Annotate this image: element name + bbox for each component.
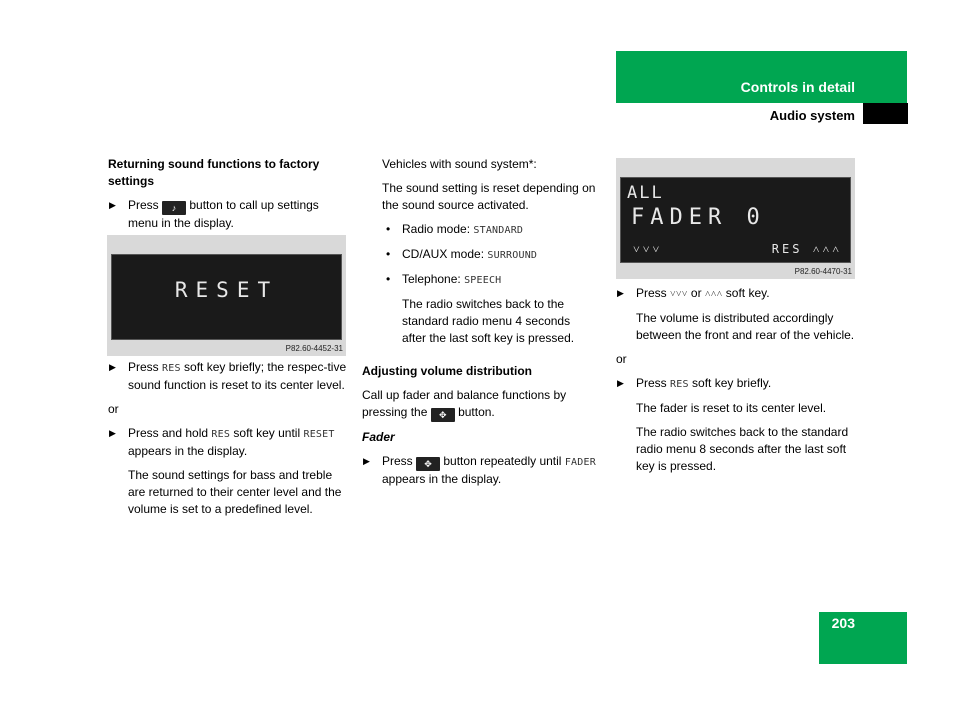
step-hold-res: ▶ Press and hold RES soft key until RESET appears in the display. — [109, 426, 335, 458]
volume-distribution-heading: Adjusting volume distribution — [362, 364, 532, 378]
or-text: or — [616, 352, 627, 366]
radio-return-note: The radio switches back to the standard radio menu 8 seconds after the last soft key is pressed. — [636, 425, 849, 473]
step-press-res: ▶ Press RES soft key briefly. — [617, 376, 772, 390]
music-note-icon: ♪ — [162, 201, 186, 215]
fader-subheading: Fader — [362, 430, 395, 444]
reset-heading: Returning sound functions to factory settings — [108, 157, 320, 188]
or-text: or — [108, 402, 119, 416]
display-screen — [111, 254, 342, 340]
fader-display-figure — [616, 158, 855, 279]
step-press-fader: ▶ Press ✥ button repeatedly until FADER appears in the display. — [363, 454, 596, 486]
triangle-right-icon: ▶ — [109, 200, 116, 210]
reset-depends-text: The sound setting is reset depending on the sound source activated. — [382, 181, 596, 212]
step-press-arrows: ▶ Press ˅˅˅ or ˄˄˄ soft key. — [617, 286, 770, 300]
bullet-telephone: • Telephone: SPEECH — [386, 272, 502, 286]
chapter-title: Controls in detail — [740, 79, 855, 95]
triangle-right-icon: ▶ — [109, 362, 116, 372]
radio-return-note: The radio switches back to the standard radio menu 4 seconds after the last soft key is pressed. — [402, 297, 575, 345]
column-1 — [108, 156, 348, 239]
triangle-right-icon: ▶ — [363, 456, 370, 466]
page-number: 203 — [831, 615, 855, 631]
bullet-radio: • Radio mode: STANDARD — [386, 222, 524, 236]
display-left-key: ˅˅˅ — [633, 242, 663, 256]
step-call-settings: ▶ Press ♪ button to call up settings menu in the display. — [109, 198, 319, 230]
reset-note: The sound settings for bass and treble are returned to their center level and the volume is set to a predefined level. — [128, 468, 342, 516]
volume-distributed-note: The volume is distributed accordingly between the front and rear of the vehicle. — [636, 311, 855, 342]
triangle-right-icon: ▶ — [617, 378, 624, 388]
display-screen — [620, 177, 851, 263]
four-way-arrow-icon: ✥ — [431, 408, 455, 422]
triangle-right-icon: ▶ — [617, 288, 624, 298]
display-line-all: ALL — [627, 183, 664, 203]
sound-system-intro: Vehicles with sound system*: — [382, 157, 537, 171]
step-press-res: ▶ Press RES soft key briefly; the respec-tive sound function is reset to its center level. — [109, 360, 347, 392]
section-marker — [863, 103, 908, 124]
figure-caption: P82.60-4470-31 — [794, 267, 852, 276]
column-2 — [362, 156, 597, 495]
fader-reset-note: The fader is reset to its center level. — [636, 401, 827, 415]
triangle-right-icon: ▶ — [109, 428, 116, 438]
column-3 — [616, 285, 856, 482]
fader-balance-text: Call up fader and balance functions by pressing the ✥ button. — [362, 388, 567, 420]
column-1-continued — [108, 359, 348, 525]
display-right-key: RES ˄˄˄ — [771, 242, 842, 256]
bullet-cd-aux: • CD/AUX mode: SURROUND — [386, 247, 538, 261]
display-text: RESET — [174, 278, 279, 302]
section-title: Audio system — [769, 108, 855, 123]
display-line-fader: FADER 0 — [631, 205, 766, 230]
reset-display-figure — [107, 235, 346, 356]
four-way-arrow-icon: ✥ — [416, 457, 440, 471]
figure-caption: P82.60-4452-31 — [285, 344, 343, 353]
